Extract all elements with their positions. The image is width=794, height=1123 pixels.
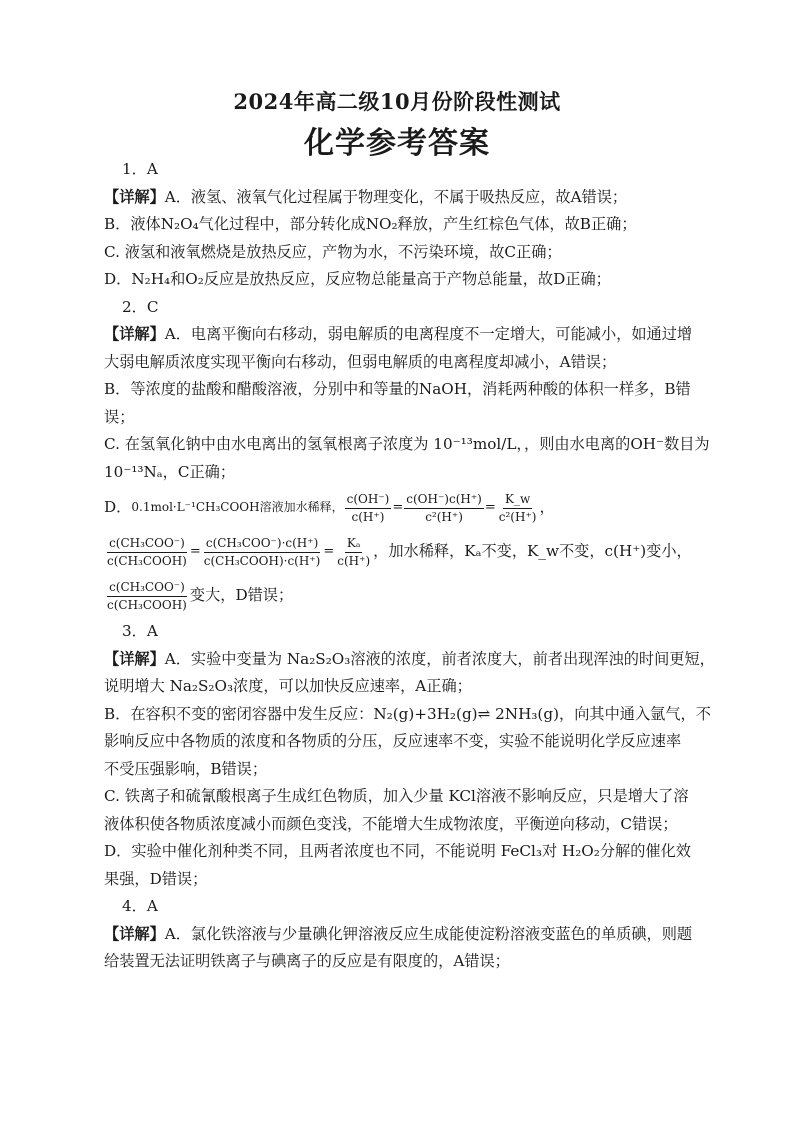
q4-number: 4．A: [122, 897, 158, 915]
q1-line-1: 【详解】A．液氢、液氧气化过程属于物理变化，不属于吸热反应，故A错误；: [104, 187, 628, 206]
q3-line-3: B．在容积不变的密闭容器中发生反应：N₂(g)+3H₂(g)⇌ 2NH₃(g)，向其中通入氩气，不: [104, 704, 711, 723]
q2-formula-line-3: $\frac{\text{c(CH₃COO⁻)}}{\text{c(CH₃COOH)}}$ 变大，D错误；: [107, 579, 294, 612]
q2-line-5: C. 在氢氧化钠中由水电离出的氢氧根离子浓度为 10⁻¹³mol/L，，则由水电离的OH⁻数目为: [104, 435, 710, 453]
q4-line-2: 给装置无法证明铁离子与碘离子的反应是有限度的，A错误；: [104, 952, 510, 970]
q1-line-4: D．N₂H₄和O₂反应是放热反应，反应物总能量高于产物总能量，故D正确；: [104, 270, 611, 288]
fraction: $\frac{\text{c(CH₃COO⁻)}}{\text{c(CH₃COOH)}}$: [107, 579, 187, 612]
answer-title: 化学参考答案: [304, 126, 490, 161]
q2-line-4: 误；: [104, 407, 135, 426]
q4-line-1: 【详解】A．氯化铁溶液与少量碘化钾溶液反应生成能使淀粉溶液变蓝色的单质碘，则题: [104, 924, 693, 943]
q2-line-2: 大弱电解质浓度实现平衡向右移动，但弱电解质的电离程度却减小，A错误；: [104, 352, 617, 371]
q1-line-3: C. 液氢和液氧燃烧是放热反应，产物为水，不污染环境，故C正确；: [104, 242, 562, 261]
detail-tag: 【详解】: [104, 924, 165, 943]
detail-tag: 【详解】: [104, 649, 165, 668]
q3-line-7: 液体积使各物质浓度减小而颜色变浅，不能增大生成物浓度，平衡逆向移动，C错误；: [104, 814, 678, 833]
q3-line-1: 【详解】A．实验中变量为 Na₂S₂O₃溶液的浓度，前者浓度大，前者出现浑浊的时间更短，: [104, 649, 715, 668]
fraction: $\frac{K\_w}{\text{c²(H⁺)}}$: [498, 491, 537, 524]
exam-title: 2024年高二级10月份阶段性测试: [233, 89, 561, 114]
q3-line-6: C. 铁离子和硫氰酸根离子生成红色物质，加入少量 KCl溶液不影响反应，只是增大了溶: [104, 787, 689, 805]
fraction: $\frac{c(OH^-)c(H^+)}{\text{c²(H⁺)}}$: [406, 491, 482, 524]
fraction: $\frac{\text{c(CH₃COO⁻)}}{\text{c(CH₃COOH)}}$: [107, 535, 187, 568]
q3-line-4: 影响反应中各物质的浓度和各物质的分压，反应速率不变，实验不能说明化学反应速率: [104, 732, 682, 750]
q3-number: 3．A: [122, 622, 158, 640]
q3-line-8: D．实验中催化剂种类不同，且两者浓度也不同，不能说明 FeCl₃对 H₂O₂分解的催化效: [104, 842, 691, 860]
q3-line-2: 说明增大 Na₂S₂O₃浓度，可以加快反应速率，A正确；: [104, 677, 472, 695]
detail-tag: 【详解】: [104, 325, 165, 343]
q3-line-5: 不受压强影响，B错误；: [104, 759, 268, 778]
fraction: $\frac{c(OH^-)}{c(H^+)}$: [346, 491, 390, 524]
q2-formula-line-1: D． 0.1mol·L⁻¹CH₃COOH溶液加水稀释， $\frac{c(OH^-)}{c(H^+)}$ = $\frac{c(OH^-)c(H^+)}{\text{c²(H⁺)}}$ = $\frac{K\_w}{\text{c²(H⁺)}}$ ，: [104, 491, 555, 524]
detail-tag: 【详解】: [104, 187, 165, 206]
q2-formula-line-2: $\frac{\text{c(CH₃COO⁻)}}{\text{c(CH₃COOH)}}$ = $\frac{\text{c(CH₃COO⁻)·c(H⁺)}}{\text{c(CH₃COOH)·c(H⁺)}}$ = $\frac{\text{Kₐ}}{c(H^+)}$ ，加水稀释，Kₐ不变，K_w不变，c(H⁺)变小，: [107, 535, 692, 568]
q1-line-2: B．液体N₂O₄气化过程中，部分转化成NO₂释放，产生红棕色气体，故B正确；: [104, 215, 637, 233]
q1-number: 1．A: [122, 160, 158, 178]
q2-line-6: 10⁻¹³Nₐ，C正确；: [104, 462, 236, 481]
fraction: $\frac{\text{Kₐ}}{c(H^+)}$: [337, 535, 371, 568]
q2-line-1: 【详解】A．电离平衡向右移动，弱电解质的电离程度不一定增大，可能减小，如通过增: [104, 325, 693, 343]
q3-line-9: 果强，D错误；: [104, 869, 208, 888]
q2-line-3: B．等浓度的盐酸和醋酸溶液，分别中和等量的NaOH，消耗两种酸的体积一样多，B错: [104, 380, 691, 398]
answer-content: [104, 156, 716, 976]
fraction: $\frac{\text{c(CH₃COO⁻)·c(H⁺)}}{\text{c(CH₃COOH)·c(H⁺)}}$: [203, 535, 321, 568]
q2-number: 2．C: [122, 297, 159, 316]
